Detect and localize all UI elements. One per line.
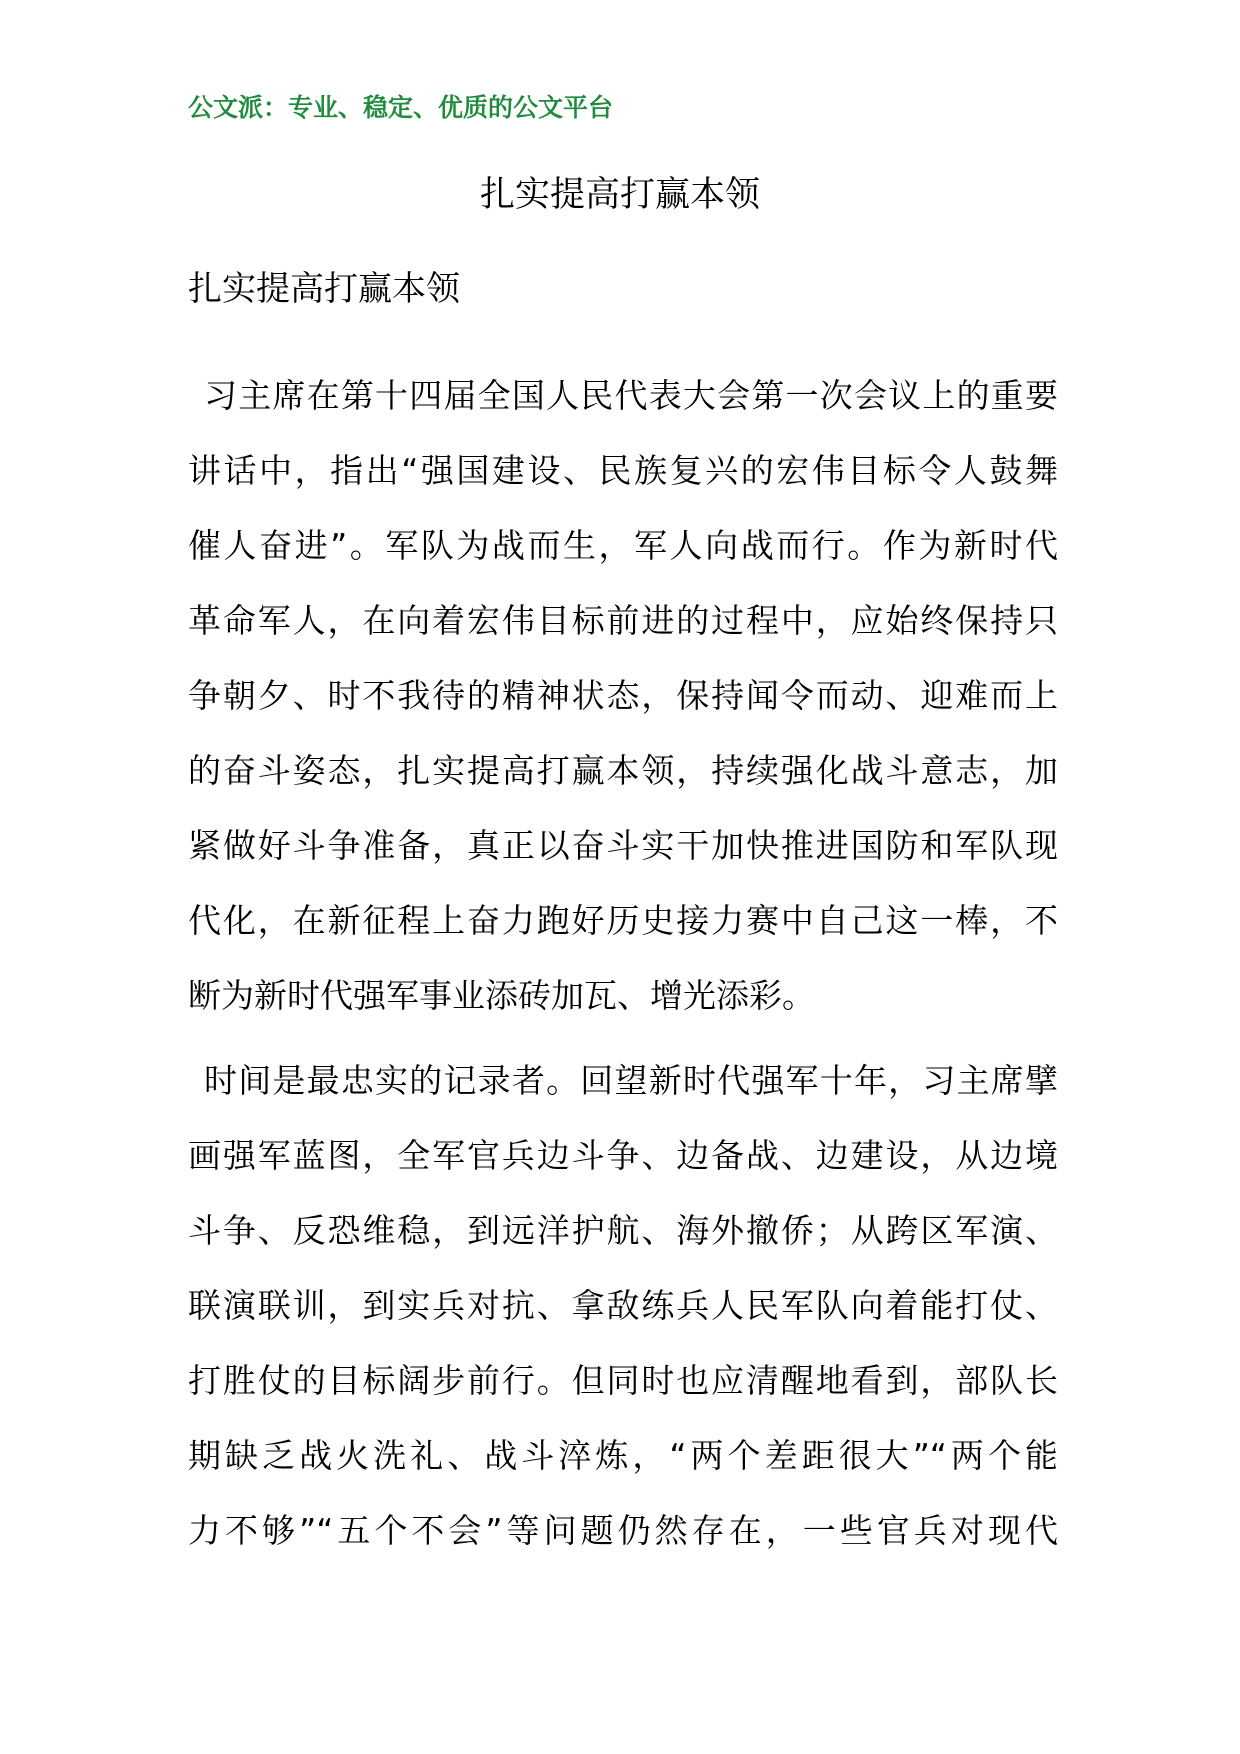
text-line: 代化，在新征程上奋力跑好历史接力赛中自己这一棒，不 (188, 901, 1058, 940)
text-line: 紧做好斗争准备，真正以奋斗实干加快推进国防和军队现 (188, 826, 1058, 865)
text-line: 断为新时代强军事业添砖加瓦、增光添彩。 (188, 976, 815, 1015)
document-body (188, 358, 1058, 1568)
text-line: 联演联训，到实兵对抗、拿敌练兵人民军队向着能打仗、 (188, 1286, 1058, 1325)
document-subtitle: 扎实提高打赢本领 (188, 269, 460, 309)
document-title: 扎实提高打赢本领 (479, 175, 760, 215)
text-line: 画强军蓝图，全军官兵边斗争、边备战、边建设，从边境 (188, 1136, 1058, 1175)
text-line: 的奋斗姿态，扎实提高打赢本领，持续强化战斗意志，加 (188, 751, 1058, 790)
text-line: 催人奋进”。军队为战而生，军人向战而行。作为新时代 (188, 526, 1058, 565)
text-line: 打胜仗的目标阔步前行。但同时也应清醒地看到，部队长 (188, 1361, 1058, 1400)
text-line: 时间是最忠实的记录者。回望新时代强军十年，习主席擘 (204, 1061, 1058, 1100)
header-brand: 公文派：专业、稳定、优质的公文平台 (188, 93, 614, 122)
text-line: 力不够”“五个不会”等问题仍然存在，一些官兵对现代 (188, 1511, 1058, 1550)
paragraph (188, 358, 1058, 1033)
text-line: 习主席在第十四届全国人民代表大会第一次会议上的重要 (204, 376, 1058, 415)
text-line: 争朝夕、时不我待的精神状态，保持闻令而动、迎难而上 (188, 676, 1058, 715)
paragraph (188, 1043, 1058, 1568)
text-line: 革命军人，在向着宏伟目标前进的过程中，应始终保持只 (188, 601, 1058, 640)
text-line: 期缺乏战火洗礼、战斗淬炼，“两个差距很大”“两个能 (188, 1436, 1058, 1475)
text-line: 斗争、反恐维稳，到远洋护航、海外撤侨；从跨区军演、 (188, 1211, 1058, 1250)
text-line: 讲话中，指出“强国建设、民族复兴的宏伟目标令人鼓舞 (188, 451, 1058, 490)
